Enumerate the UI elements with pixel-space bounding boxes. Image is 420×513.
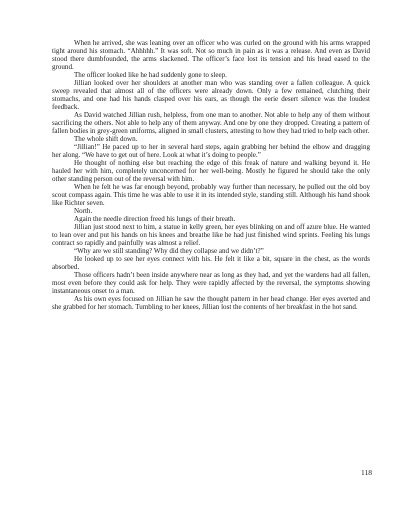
paragraph: Again the needle direction freed his lungs of their breath.	[74, 215, 236, 223]
paragraph: The whole shift down.	[74, 135, 138, 143]
paragraph: North.	[74, 207, 93, 215]
paragraph: Those officers hadn’t been inside anywhere near as long as they had, and yet the wardens had all fallen, most even before they could ask for help. They were rapidly affected by the reversal, the symptoms showing instantaneous onset to a man.	[52, 271, 370, 295]
paragraph: Jillian looked over her shoulders at another man who was standing over a fallen colleague. A quick sweep revealed that almost all of the officers were already down. Only a few remained, clutching their stomachs, and one had his hands clasped over his ears, as though the eerie desert silence was the loudest feedback.	[52, 79, 370, 111]
paragraph: He looked up to see her eyes connect with his. He felt it like a bit, square in the chest, as the words absorbed.	[52, 255, 370, 271]
paragraph: He thought of nothing else but reaching the edge of this freak of nature and walking beyond it. He hauled her with him, completely unconcerned for her well-being. Mostly he figured he should take the only other standing person out of the reversal with him.	[52, 159, 370, 183]
paragraph: When he arrived, she was leaning over an officer who was curled on the ground with his arms wrapped tight around his stomach. “Ahhhhh.” It was soft. Not so much in pain as it was a release. And even as David stood there dumbfounded, the arms slackened. The officer’s face lost its tension and his head eased to the ground.	[52, 39, 370, 71]
body-text	[52, 39, 370, 311]
paragraph: “Why are we still standing? Why did they collapse and we didn’t?”	[74, 247, 264, 255]
paragraph: As his own eyes focused on Jillian he saw the thought pattern in her head change. Her eyes averted and she grabbed for her stomach. Tumbling to her knees, Jillian lost the contents of her breakfast in the hot sand.	[52, 295, 370, 311]
paragraph: As David watched Jillian rush, helpless, from one man to another. Not able to help any of them without sacrificing the others. Not able to help any of them anyway. And one by one they dropped. Creating a pattern of fallen bodies in grey-green uniforms, aligned in small clusters, attesting to how they had tried to help each other.	[52, 111, 370, 135]
paragraph: Jillian just stood next to him, a statue in kelly green, her eyes blinking on and off azure blue. He wanted to lean over and put his hands on his knees and breathe like he had just finished wind sprints. Feeling his lungs contract so rapidly and painfully was almost a relief.	[52, 223, 370, 247]
paragraph: The officer looked like he had suddenly gone to sleep.	[74, 71, 227, 79]
paragraph: When he felt he was far enough beyond, probably way further than necessary, he pulled out the old boy scout compass again. This time he was able to use it in its intended style, standing still. Although his hand shook like Richter seven.	[52, 183, 370, 207]
paragraph: “Jillian!” He paced up to her in several hard steps, again grabbing her behind the elbow and dragging her along. “We have to get out of here. Look at what it’s doing to people.”	[52, 143, 370, 159]
page-number: 118	[361, 468, 372, 477]
